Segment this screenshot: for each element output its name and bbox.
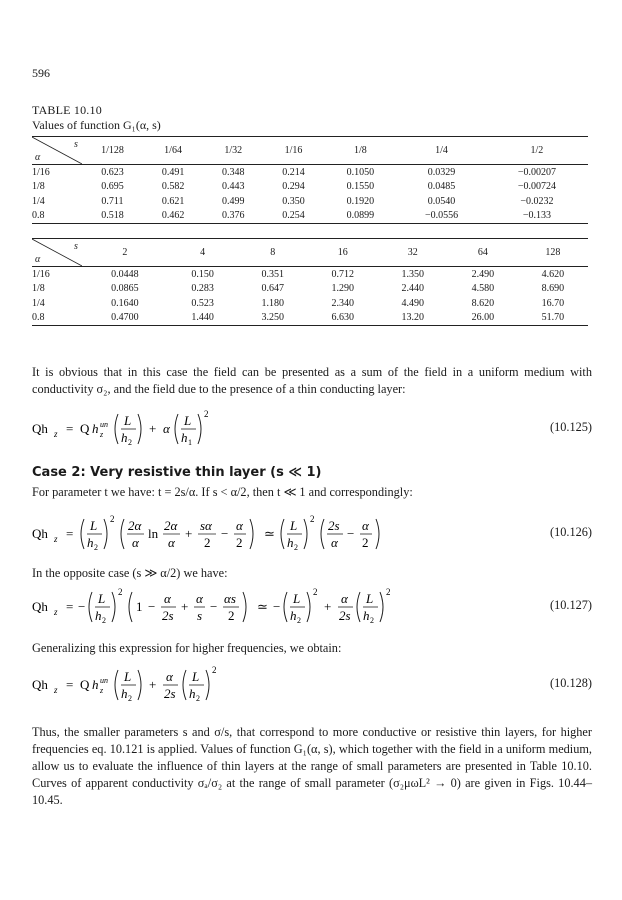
eq-h: h [92,677,99,692]
right-paren [243,592,246,622]
section-heading: Case 2: Very resistive thin layer (s ≪ 1) [32,465,322,480]
eq-power: 2 [212,665,217,675]
table-cell: 0.376 [203,209,263,224]
table-cell: 0.712 [331,268,354,280]
eq-approx: ≃ [264,526,275,541]
table-cell: 0.150 [191,268,214,280]
frac-num: 2α [128,518,142,533]
column-header: 1/64 [143,137,203,165]
equation-10-126-math [32,513,452,553]
paragraph-4: Generalizing this expression for higher frequencies, we obtain: [32,641,342,655]
eq-neg: − [78,599,86,614]
row-header: 1/4 [32,195,45,207]
table-cell: 1.350 [401,268,425,280]
table-cell: 0.0865 [111,283,139,295]
table-cell: 0.1920 [346,195,375,207]
frac-den: h [363,608,370,623]
page-number: 596 [32,66,50,80]
paragraph-2: For parameter t we have: t = 2s/α. If s < α/2, then t ≪ 1 and correspondingly: [32,485,413,499]
right-paren [206,670,209,700]
table-part-2 [32,238,588,326]
corner-s-label: s [74,139,78,150]
frac-den: h [181,430,188,445]
eq-power: 2 [310,514,315,524]
frac-num: α [341,591,348,606]
frac-den: h [189,686,196,701]
column-header: 1/8 [324,137,398,165]
table-cell: 1.440 [168,311,238,326]
table-cell: 0.695 [101,181,124,193]
table-cell: −0.00207 [517,166,556,178]
eq-q: Q [80,677,90,692]
equation-10-128 [32,664,592,704]
eq-q: Q [80,421,90,436]
table-row [32,311,588,326]
table-corner-cell [32,137,82,165]
frac-den-sub: 2 [128,438,132,447]
frac-den: 2 [362,535,369,550]
equation-10-127-math [32,586,452,626]
frac-num: α [164,591,171,606]
table-cell: 0.711 [101,195,124,207]
table-cell: 8.620 [471,297,495,309]
table-cell: 0.0448 [111,268,139,280]
eq-approx: ≃ [257,599,268,614]
table-cell: 0.350 [282,195,305,207]
column-header: 8 [238,239,308,267]
corner-alpha-label: α [35,254,41,265]
frac-den-sub: 2 [370,616,374,625]
table-cell: −0.00724 [517,181,556,193]
table-cell: 6.630 [308,311,378,326]
frac-den: 2s [339,608,351,623]
left-paren [284,592,287,622]
frac-den: 2 [236,535,243,550]
table-cell: 0.623 [101,166,124,178]
frac-den-sub: 2 [196,694,200,703]
left-paren [357,592,360,622]
eq-power: 2 [204,409,209,419]
column-header: 1/4 [397,137,486,165]
eq-one: 1 [136,599,143,614]
eq-power: 2 [386,587,391,597]
table-cell: 13.20 [378,311,448,326]
table-cell: 0.4700 [82,311,168,326]
column-header: 1/128 [82,137,143,165]
table-cell: 0.1640 [111,297,139,309]
eq-h: h [92,421,99,436]
eq-plus: + [149,677,157,692]
frac-den: h [121,686,128,701]
eq-lhs: Qh [32,421,48,436]
frac-den: α [132,535,139,550]
eq-plus: + [181,599,189,614]
frac-num: sα [200,518,212,533]
right-paren [112,592,115,622]
table-cell: 4.580 [471,283,495,295]
frac-num: α [236,518,243,533]
frac-den: h [290,608,297,623]
left-paren [129,592,132,622]
table-cell: 0.254 [263,209,323,224]
row-header: 1/8 [32,181,45,193]
table-cell: 2.490 [471,268,495,280]
frac-den-sub: 2 [94,543,98,552]
table-cell: 0.294 [282,181,305,193]
table-cell: 0.518 [82,209,143,224]
eq-power: 2 [118,587,123,597]
frac-den-sub: 2 [128,694,132,703]
column-header: 64 [448,239,518,267]
table-cell: 0.621 [161,195,185,207]
table-cell: 0.523 [191,297,214,309]
eq-sign: = [66,677,74,692]
eq-minus: − [347,526,355,541]
corner-s-label: s [74,241,78,252]
right-paren [376,519,379,549]
table-row [32,282,588,297]
eq-lhs-sub: z [54,607,58,617]
eq-sign: = [66,526,74,541]
frac-num: αs [224,591,236,606]
column-header: 2 [82,239,168,267]
right-paren [104,519,107,549]
left-paren [281,519,284,549]
left-paren [89,592,92,622]
table-cell: 0.0485 [427,181,456,193]
frac-num: L [124,413,132,428]
eq-lhs-sub: z [54,685,58,695]
frac-num: L [90,518,98,533]
row-header: 1/16 [32,166,50,178]
frac-num: α [196,591,203,606]
equation-10-125-math [32,408,332,448]
right-paren [380,592,383,622]
corner-alpha-label: α [35,152,41,163]
eq-plus: + [324,599,332,614]
table-cell: 0.351 [261,268,284,280]
eq-plus: + [149,421,157,436]
table-cell: 0.214 [282,166,305,178]
table-row [32,180,588,195]
paragraph-3: In the opposite case (s ≫ α/2) we have: [32,566,228,580]
frac-num: L [98,591,106,606]
table-cell: 4.620 [541,268,565,280]
frac-num: L [184,413,192,428]
eq-power: 2 [110,514,115,524]
row-header: 1/4 [32,297,45,309]
eq-power: 2 [313,587,318,597]
paragraph-5: Thus, the smaller parameters s and σ/s, that correspond to more conductive or resistive thin layers, for higher frequencies eq. 10.121 is applied. Values of function G₁(α, s), which together with the field in a uniform medium, allow us to evaluate the influence of thin layers at the range of small parameters are presented in Table 10.10. Curves of apparent conductivity σₐ/σ₂ at the range of small parameter (σ₂μωL² → 0) are given in Figs. 10.44–10.45. [32,725,592,807]
frac-num: L [293,591,301,606]
paragraph-1: It is obvious that in this case the field can be presented as a sum of the field in a uniform medium with conductivity σ₂, and the field due to the presence of a thin conducting layer: [32,365,592,396]
frac-den-sub: 1 [188,438,192,447]
table-cell: 16.70 [541,297,565,309]
table-label: TABLE 10.10 [32,103,102,117]
eq-h-sup: un [100,420,108,429]
table-cell: 0.0329 [427,166,456,178]
frac-den-sub: 2 [294,543,298,552]
frac-num: α [362,518,369,533]
eq-minus: − [221,526,229,541]
table-cell: 1.290 [331,283,354,295]
frac-num: L [366,591,374,606]
frac-num: 2s [328,518,340,533]
table-caption: Values of function G₁(α, s) [32,118,161,132]
column-header: 32 [378,239,448,267]
table-cell: −0.0556 [397,209,486,224]
column-header: 1/32 [203,137,263,165]
eq-plus: + [185,526,193,541]
left-paren [183,670,186,700]
table-cell: 0.348 [222,166,245,178]
frac-den: h [287,535,294,550]
eq-minus: − [210,599,218,614]
eq-sign: = [66,599,74,614]
table-row [32,209,588,224]
table-cell: 2.340 [331,297,354,309]
right-paren [138,414,141,444]
equation-number: (10.126) [549,525,592,539]
table-cell: 0.582 [161,181,185,193]
right-paren [138,670,141,700]
table-cell: 0.491 [161,166,185,178]
right-paren [198,414,201,444]
table-cell: 0.1050 [346,166,375,178]
eq-alpha: α [163,421,170,436]
frac-den-sub: 2 [102,616,106,625]
table-cell: 4.490 [401,297,425,309]
row-header: 1/8 [32,283,45,295]
frac-num: α [166,669,173,684]
frac-num: L [192,669,200,684]
table-cell: 0.283 [191,283,214,295]
left-paren [121,519,124,549]
table-cell: 0.0899 [324,209,398,224]
eq-lhs-sub: z [54,429,58,439]
left-paren [81,519,84,549]
eq-ln: ln [148,526,159,541]
left-paren [115,414,118,444]
frac-den: 2s [162,608,174,623]
table-cell: 0.443 [222,181,245,193]
row-header: 0.8 [32,311,82,326]
table-corner-cell [32,239,82,267]
table-cell: 0.0540 [427,195,456,207]
eq-h-sup: un [100,676,108,685]
frac-num: 2α [164,518,178,533]
frac-den: α [168,535,175,550]
frac-den: h [95,608,102,623]
table-cell: −0.0232 [520,195,554,207]
equation-10-126 [32,513,592,553]
column-header: 1/16 [263,137,323,165]
column-header: 1/2 [486,137,588,165]
row-header: 0.8 [32,209,82,224]
table-cell: 0.499 [222,195,245,207]
column-header: 4 [168,239,238,267]
right-paren [307,592,310,622]
frac-den-sub: 2 [297,616,301,625]
table-row [32,194,588,209]
eq-lhs-sub: z [54,534,58,544]
table-part-1 [32,136,588,224]
equation-10-125 [32,408,592,448]
eq-lhs: Qh [32,526,48,541]
eq-minus: − [148,599,156,614]
table-cell: 0.462 [143,209,203,224]
table-cell: 2.440 [401,283,425,295]
table-cell: 0.647 [261,283,284,295]
table-cell: 26.00 [448,311,518,326]
row-header: 1/16 [32,268,50,280]
frac-den: α [331,535,338,550]
frac-num: L [124,669,132,684]
table-cell: 3.250 [238,311,308,326]
frac-den: s [197,608,203,623]
table-cell: −0.133 [486,209,588,224]
equation-number: (10.127) [549,598,592,612]
table-cell: 1.180 [261,297,284,309]
equation-number: (10.125) [549,420,592,434]
right-paren [304,519,307,549]
eq-neg: − [273,599,281,614]
table-row [32,296,588,311]
equation-number: (10.128) [549,676,592,690]
left-paren [115,670,118,700]
eq-h-sub: z [100,430,104,439]
column-header: 128 [518,239,588,267]
frac-den: 2s [164,686,176,701]
equation-10-127 [32,586,592,626]
table-cell: 51.70 [518,311,588,326]
frac-den: h [87,535,94,550]
column-header: 16 [308,239,378,267]
left-paren [175,414,178,444]
frac-den: 2 [228,608,235,623]
eq-lhs: Qh [32,677,48,692]
frac-den: h [121,430,128,445]
frac-den: 2 [204,535,211,550]
equation-10-128-math [32,664,332,704]
right-paren [250,519,253,549]
frac-num: L [290,518,298,533]
left-paren [321,519,324,549]
eq-lhs: Qh [32,599,48,614]
table-row [32,165,588,180]
table-cell: 8.690 [541,283,565,295]
table-row [32,267,588,282]
eq-h-sub: z [100,686,104,695]
table-cell: 0.1550 [346,181,375,193]
eq-sign: = [66,421,74,436]
